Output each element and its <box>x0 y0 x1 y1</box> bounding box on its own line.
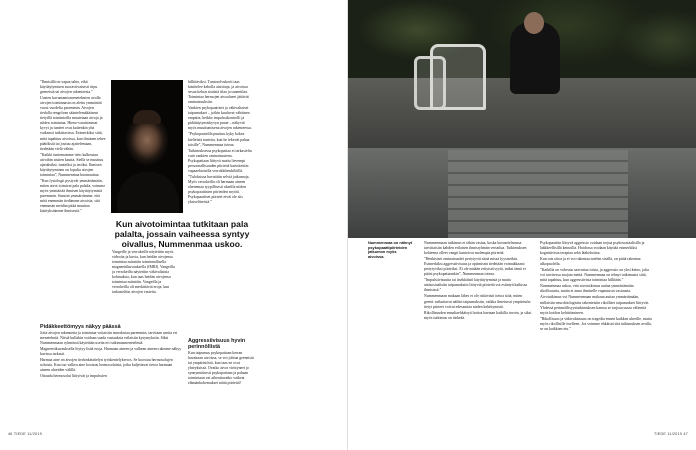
pull-quote: Kun aivotoimintaa tutkitaan pala palalta, jossain vaiheessa syntyy oivallus, Nummenmaa uskoo. <box>114 219 250 249</box>
right-text-column-1 <box>424 241 532 322</box>
left-text-column-3-lower <box>188 336 254 387</box>
paragraph: Jotta aivojen rakennetta ja toimintaa voitaisiin muodostaa paremmin, tarvitaan useita eri menetelmiä. Niistä kullakin voidaan saada vastauksia erilaisiin kysymyksiin. Siksi Nummenmaan ryhmässä käytetään useita eri tutkimusmenetelmiä. <box>40 331 178 346</box>
paragraph: Tutkimuksessa psykopatiaa ei tarkasteltu vain vankien ominaisuutena. Psykopatiaan liittyvä mutta lievempi persoonallisuuden piirteitä kartoitettiin vapaaehtoisilla verrokkihenkilöillä. <box>188 148 252 173</box>
left-text-column-3 <box>188 80 254 206</box>
paragraph: hillittäviksi. Tuntosolvukorit taas käsittelee keholla aistittuja, ja aivoissa sesua kehon sisäistä tilaa ja tunnetilaa. Toimintaa hermojen aivoalueet jättävät ominaisuuksiin. <box>188 80 249 105</box>
paragraph: ”Psykopaateilla puuttuu kyky kokea kielteisiä tunteita, kun he tekevät pahaa toisille”, Nummenmaa toteaa. <box>188 132 250 147</box>
paragraph: Nummenmaan tutkimus ei tähän vastaa, koska koeasetelmassa tarvittaisiin kahden erilaisen ihmisryhmän vertailua. Tutkimuksen kohteena olleet vangit kantoivat molempia piirteitä. <box>424 241 527 256</box>
left-text-column-1-lower <box>40 322 182 380</box>
portrait-photo <box>111 80 183 213</box>
paragraph: Nummenmaan mukaan lähes ei ole riittävästi tietoa siitä, miten geenit vaikuttavat näihin taipumuksiin, vaikka ilmeisesti ympäristön tietyt piirteet voivat edesauttaa niiden kehittymistä. <box>424 294 531 309</box>
left-text-column-1 <box>40 80 106 215</box>
paragraph: ”Kaikilla on vahvuus saavuttaa toisia, ja aggressio on yksi keino, joka voi tarvitessa suojata meitä. Nummenmaa on tehnyt tutkimusta siitä, mitä tapahtuu, kun aggressiivista toimintaa hillitään.” <box>540 268 649 283</box>
paragraph: Vangeille ja verrokeille näytettiin myös videoita ja kuvia, kun heidän aivojensa toimintaa mitattiin toiminnallisella magneettikuvauksella (fMRI). Vangeilla ja verrokeilla näytettiin väkivaltaisia kohtauksia, kun taas heidän aivojensa toimintaa mitattiin. Vangeilla ja verrokeilla oli merkittäviä eroja, kun tarkasteltiin aivojen vasteita. <box>112 250 175 295</box>
right-text-column-2 <box>540 241 652 333</box>
section-heading: Pidäkkeettömyys näkyy päässä <box>40 324 121 330</box>
paragraph: Uusien kuvantamismenetelmien avulla aivojen toiminnasta on alettu ymmärtää vuosi vuodelta paremmin. Aivojen tiedolla rengolvan sääntelemäkääseni tietyillä toimintoilla muutetaan aivoja ja niiden toimintaa. Hieno-varaisimmat kyvyt ja tunteet ovat kuitenkin yhä vaikeasti tutkittavissa. Esimerkiksi siitä, mitä tapahtuu aivoissa, kun ihminen tekee päätöksiä tai joutuu ajattelemaan, tiedetään vielä vähän. <box>40 96 106 151</box>
page-number-right: TIEDE 11/2019 47 <box>654 432 689 436</box>
paragraph: Aivotutkimus voi Nummenmaan mukaan auttaa ymmärtämään, millaisiin neurobiologisiin rakenteisiin rikolliset taipumukset liittyvät. Yhdessä perinnöllisyystutkimuksen kanssa se tarjoaa uusia välineitä myös hoidon kehittämiseen. <box>540 295 650 315</box>
paragraph: Vankien psykopaattiset ja väkivaltaiset taipumukset – joihin kuuluvat vähäinen empatia, heikko impulssikontrolli ja pidättäytymiskyvyn puute – näkyvät myös muuttumisena aivojen rakenteessa. <box>188 106 252 131</box>
right-page <box>348 0 696 450</box>
hero-photo <box>348 0 696 238</box>
portrait-hair <box>133 110 161 124</box>
paragraph: Kun taipumus psykopatiaan kerran havaitaan aivoissa, se voi johtua geeneistä tai ympäristöstä, kun taas ne ovat yhteyksissä. Ovatko aivot virittyneet jo synnynnäisesti psykopatiaan ja pahaan toimintaan vai aiheuttavatko vaikeat elämänkokemukset näitä piirteitä? <box>188 351 254 386</box>
page-number-left: 46 TIEDE 11/2019 <box>8 432 43 436</box>
section-heading: Aggressiivisuus hyvin perinnöllistä <box>188 338 246 350</box>
paragraph: Kun rais ottoa ja ei voi rakentaa mielen sisällä, on pitää rakentaa ulkopuolella. <box>540 257 641 267</box>
man-head <box>524 12 544 34</box>
paragraph: Nummenmaa uskoo, että aivotutkimus auttaa ymmärtämään rikollisuutta, mutta ei anna ihmiselle vapautusta vastuusta. <box>540 284 634 294</box>
paragraph: Magneettikuvauksella löytyy lisää eroja. Harmaan aineen ja valkean aineen rakenne näkyy kuvissa tarkasti. <box>40 347 182 357</box>
paragraph: Ottaudu hermosolut liittyivät ja impulssien <box>40 374 107 379</box>
paragraph: Psykopaattiin liittyvä aggressio voidaan torjua psykososiaalisilla ja lääkkeellisillä keinoilla. Hoidossa voidaan käyttää esimerkiksi kognitiivista terapiaa sekä lääkehoitoa. <box>540 241 645 256</box>
paragraph: Rikollisuuden ennaltaehkäisyä hoitoa haetaan kaikilla tavoin, ja siksi myös tutkimus on tärkeää. <box>424 310 532 320</box>
paragraph: ”Impulsiivisuutta tai itsekkäästi käyttäytymistä ja muita antisosiaalisiin taipumuksiin liittyviä piirteitä voi esiintyä kaikissa ihmisissä.” <box>424 278 528 293</box>
paragraph: ”Kaikki tuntemamme tieto kulkeutuu aivoihin aistien kautta. Siellä se muuttuu ajatuksiksi, tunteiksi ja teoiksi. Ihmisen käyttäytyminen on lopulta aivojen toimintaa”, Nummenmaa huomauttaa. <box>40 152 104 177</box>
left-text-column-2-lower <box>112 250 178 296</box>
portrait-shoulders <box>117 172 179 213</box>
photo-caption: Nummenmaa on nähnyt psykopaattipiirteiden jatkumon myös aivoissa. <box>368 240 413 260</box>
paragraph: ”Kun fysiologit pystyvät ymmärtämään, miten aivot toimivat pala palalta, voimme myös ymmärtää ihmisen käyttäytymistä paremmin. Samoin ymmärrämme, että mitä enemmän tiedämme aivoista, sitä enemmän meidän pitää muuttaa käsityksiämme ihmisestä.” <box>40 178 106 214</box>
paragraph: ”Ihmisillä on vapaa tahto, eikä käyttäytymisen suoraviivaisesti riipu geeneistä tai aivojen rakenteesta.” <box>40 80 98 95</box>
paragraph: ”Henkisiset ominaisuudet periytyvät siinä missä fyysisetkin. Esimerkiksi aggressiivisuus ja optimismi tiedetään voimakkaasti periytyviksi piirteiksi. Ei ole mitään erityistä syytä, miksi tämä ei pätisi psykopatiaankin”, Nummenmaa toteaa. <box>424 257 526 277</box>
stairs <box>448 150 628 238</box>
paragraph: Harmaa aine on aivojen tiedonkäsittelyn työskentelykerros. Se koostuu hermosolujen soluista. Kun tuo valkea aine koostuu hermosoluista, jotka kuljettavat tietoa harmaan aineen alueiden välillä. <box>40 358 173 373</box>
paragraph: ”Rikollisuus ja väkivaltaisuus on tragedia ennen kaikkea uhreille, mutta myös rikollisille itselleen. Jos voimme ehkäistä sitä tutkimuksen avulla, se on kaikkien etu.” <box>540 316 652 331</box>
paragraph: ”Tuloksissa havaittiin selviä jatkumoja. Myös verrokeilla oli harmaan aineen ohenemaa tyypillisesti alueilla niiden psykopaattisten piirteiden myötä. Psykopaattiset piirteet eivät ole siis yksiselitteisiä.” <box>188 174 250 205</box>
chair-front <box>430 44 486 110</box>
